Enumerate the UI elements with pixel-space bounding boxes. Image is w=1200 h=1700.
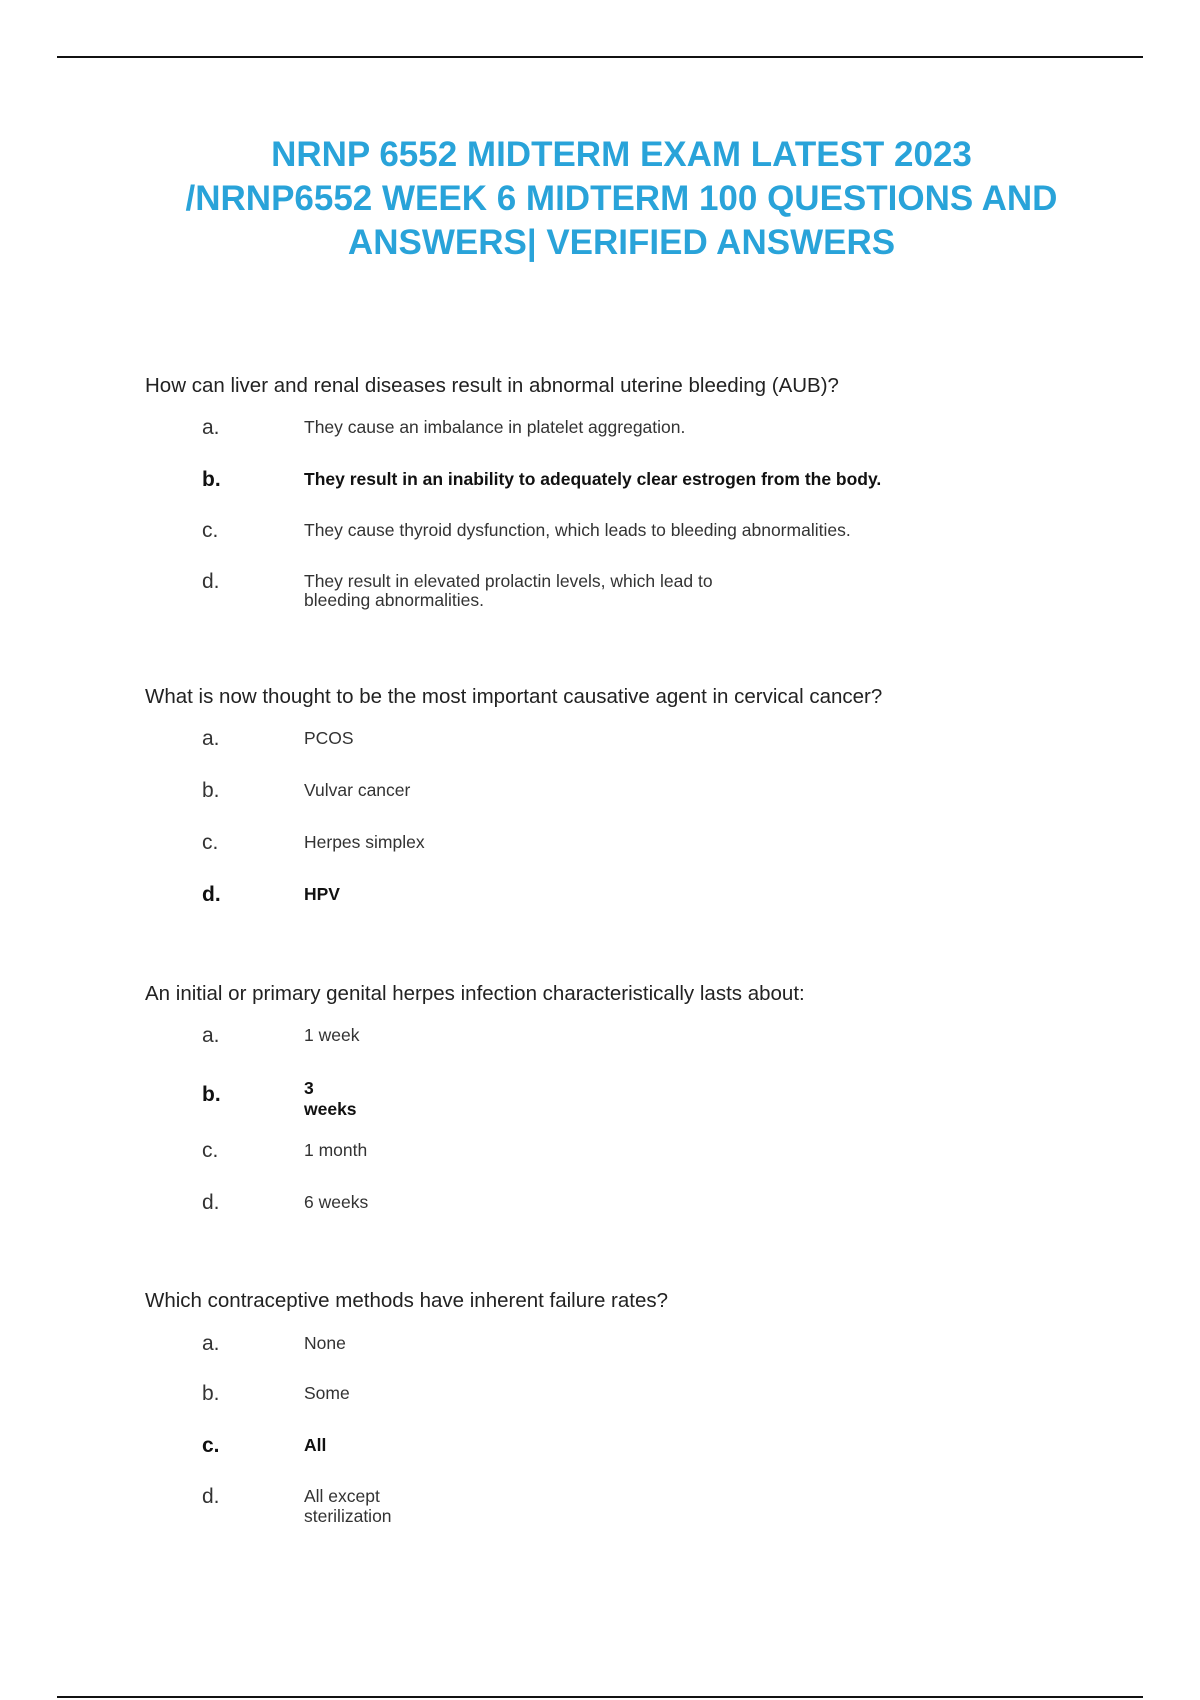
option-text: All except	[304, 1486, 380, 1506]
option-letter: a.	[202, 727, 220, 750]
question-text: An initial or primary genital herpes infection characteristically lasts about:	[145, 982, 805, 1005]
question-text: Which contraceptive methods have inherent failure rates?	[145, 1289, 669, 1312]
option-letter: d.	[202, 1485, 220, 1508]
option-letter: d.	[202, 1191, 220, 1214]
option-text: They cause thyroid dysfunction, which leads to bleeding abnormalities.	[304, 520, 851, 540]
option-letter: b.	[202, 779, 220, 802]
option-letter: b.	[202, 1083, 221, 1106]
option-letter: a.	[202, 416, 220, 439]
bottom-rule	[57, 1696, 1143, 1698]
top-rule	[57, 56, 1143, 58]
option-text-line-2: weeks	[304, 1099, 357, 1119]
option-text: 1 month	[304, 1140, 368, 1160]
option-letter: c.	[202, 519, 219, 542]
question-1	[145, 373, 1145, 610]
option-letter: c.	[202, 831, 219, 854]
question-2	[145, 684, 1145, 906]
option-letter: d.	[202, 570, 220, 593]
question-text: What is now thought to be the most important causative agent in cervical cancer?	[145, 685, 883, 708]
option-text-line-2: sterilization	[304, 1506, 392, 1526]
option-text: Some	[304, 1383, 350, 1403]
option-text: They result in elevated prolactin levels, which lead to	[304, 571, 713, 591]
title-line-1: NRNP 6552 MIDTERM EXAM LATEST 2023	[271, 135, 972, 174]
option-text: 3	[304, 1078, 314, 1098]
question-text: How can liver and renal diseases result in abnormal uterine bleeding (AUB)?	[145, 374, 839, 397]
title-line-2: /NRNP6552 WEEK 6 MIDTERM 100 QUESTIONS AND	[185, 179, 1058, 218]
option-text: They result in an inability to adequately clear estrogen from the body.	[304, 469, 882, 489]
option-letter: b.	[202, 468, 221, 491]
option-letter: d.	[202, 883, 221, 906]
option-text: 6 weeks	[304, 1192, 369, 1212]
option-letter: c.	[202, 1434, 220, 1457]
question-4	[145, 1288, 1145, 1526]
option-text: PCOS	[304, 728, 354, 748]
option-letter: c.	[202, 1139, 219, 1162]
option-letter: b.	[202, 1382, 220, 1405]
title-line-3: ANSWERS| VERIFIED ANSWERS	[347, 223, 896, 262]
option-text: HPV	[304, 884, 340, 904]
option-text-line-2: bleeding abnormalities.	[304, 590, 484, 610]
option-letter: a.	[202, 1024, 220, 1047]
option-letter: a.	[202, 1332, 220, 1355]
option-text: 1 week	[304, 1025, 360, 1045]
document-title	[100, 133, 1143, 265]
option-text: All	[304, 1435, 327, 1455]
question-3	[145, 981, 1145, 1214]
option-text: Herpes simplex	[304, 832, 425, 852]
option-text: Vulvar cancer	[304, 780, 411, 800]
option-text: None	[304, 1333, 346, 1353]
option-text: They cause an imbalance in platelet aggregation.	[304, 417, 686, 437]
